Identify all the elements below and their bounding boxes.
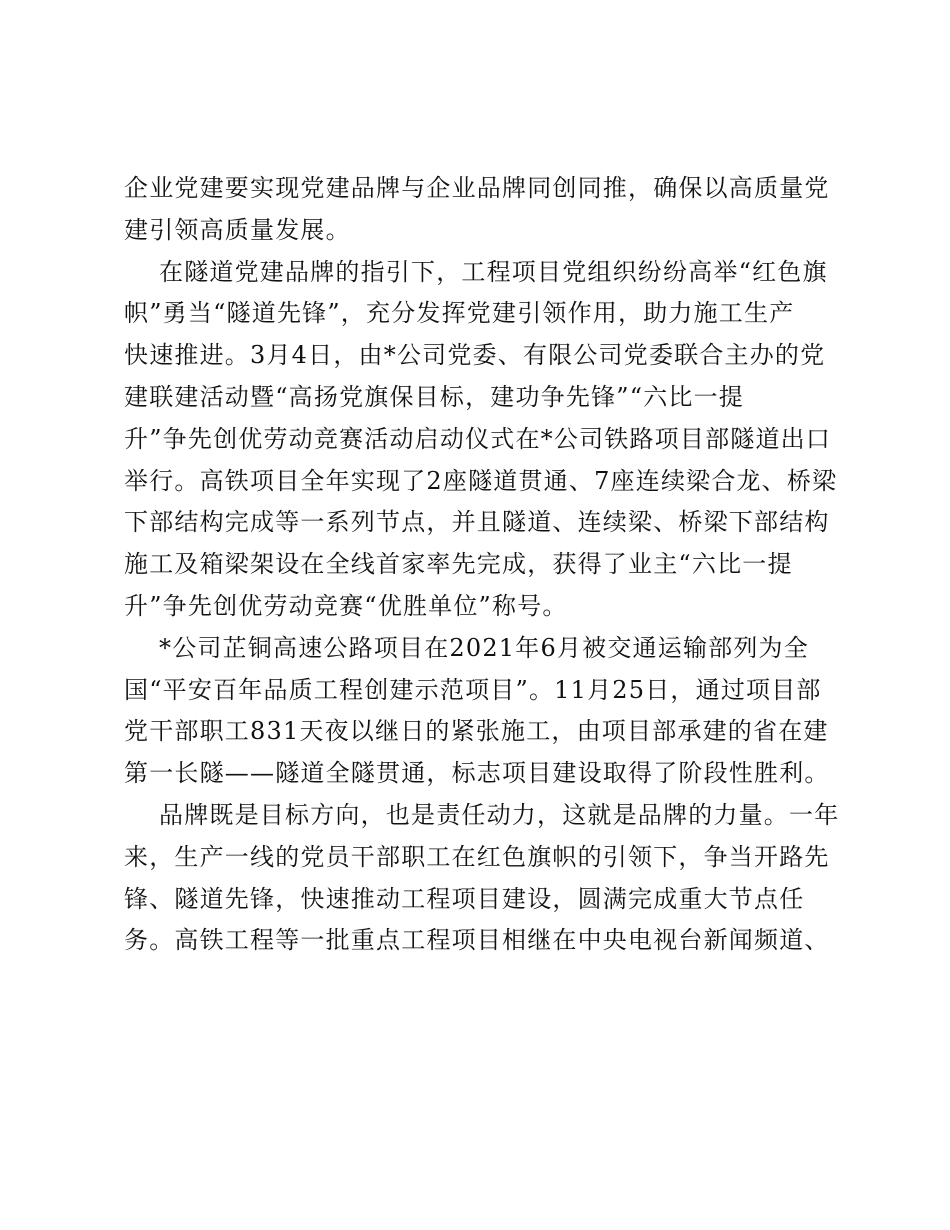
- text-line: 举行。高铁项目全年实现了2座隧道贯通、7座连续梁合龙、桥梁: [124, 466, 838, 495]
- text-line: 来，生产一线的党员干部职工在红色旗帜的引领下，争当开路先: [124, 842, 830, 871]
- text-line: 党干部职工831天夜以继日的紧张施工，由项目部承建的省在建: [124, 717, 829, 746]
- text-line: 国“平安百年品质工程创建示范项目”。11月25日，通过项目部: [124, 675, 822, 704]
- body-text: [124, 168, 844, 962]
- text-line: 快速推进。3月4日，由*公司党委、有限公司党委联合主办的党: [124, 341, 826, 370]
- text-line: 施工及箱梁架设在全线首家率先完成，获得了业主“六比一提: [124, 550, 793, 579]
- text-line: 下部结构完成等一系列节点，并且隧道、连续梁、桥梁下部结构: [124, 508, 830, 537]
- text-line: 务。高铁工程等一批重点工程项目相继在中央电视台新闻频道、: [124, 926, 830, 955]
- text-line: 升”争先创优劳动竞赛活动启动仪式在*公司铁路项目部隧道出口: [124, 424, 832, 453]
- text-line: 建联建活动暨“高扬党旗保目标，建功争先锋”“六比一提: [124, 382, 745, 411]
- text-line: 企业党建要实现党建品牌与企业品牌同创同推，确保以高质量党: [124, 174, 830, 202]
- text-line: 建引领高质量发展。: [124, 215, 351, 244]
- paragraph-start-line: 品牌既是目标方向，也是责任动力，这就是品牌的力量。一年: [159, 800, 840, 829]
- text-line: 帜”勇当“隧道先锋”，充分发挥党建引领作用，助力施工生产: [124, 299, 795, 328]
- text-line: 升”争先创优劳动竞赛“优胜单位”称号。: [124, 591, 568, 620]
- text-line: 锋、隧道先锋，快速推动工程项目建设，圆满完成重大节点任: [124, 884, 805, 913]
- paragraph-start-line: 在隧道党建品牌的指引下，工程项目党组织纷纷高举“红色旗: [159, 257, 828, 286]
- paragraph-start-line: *公司芷铜高速公路项目在2021年6月被交通运输部列为全: [159, 633, 809, 662]
- text-line: 第一长隧——隧道全隧贯通，标志项目建设取得了阶段性胜利。: [124, 759, 830, 788]
